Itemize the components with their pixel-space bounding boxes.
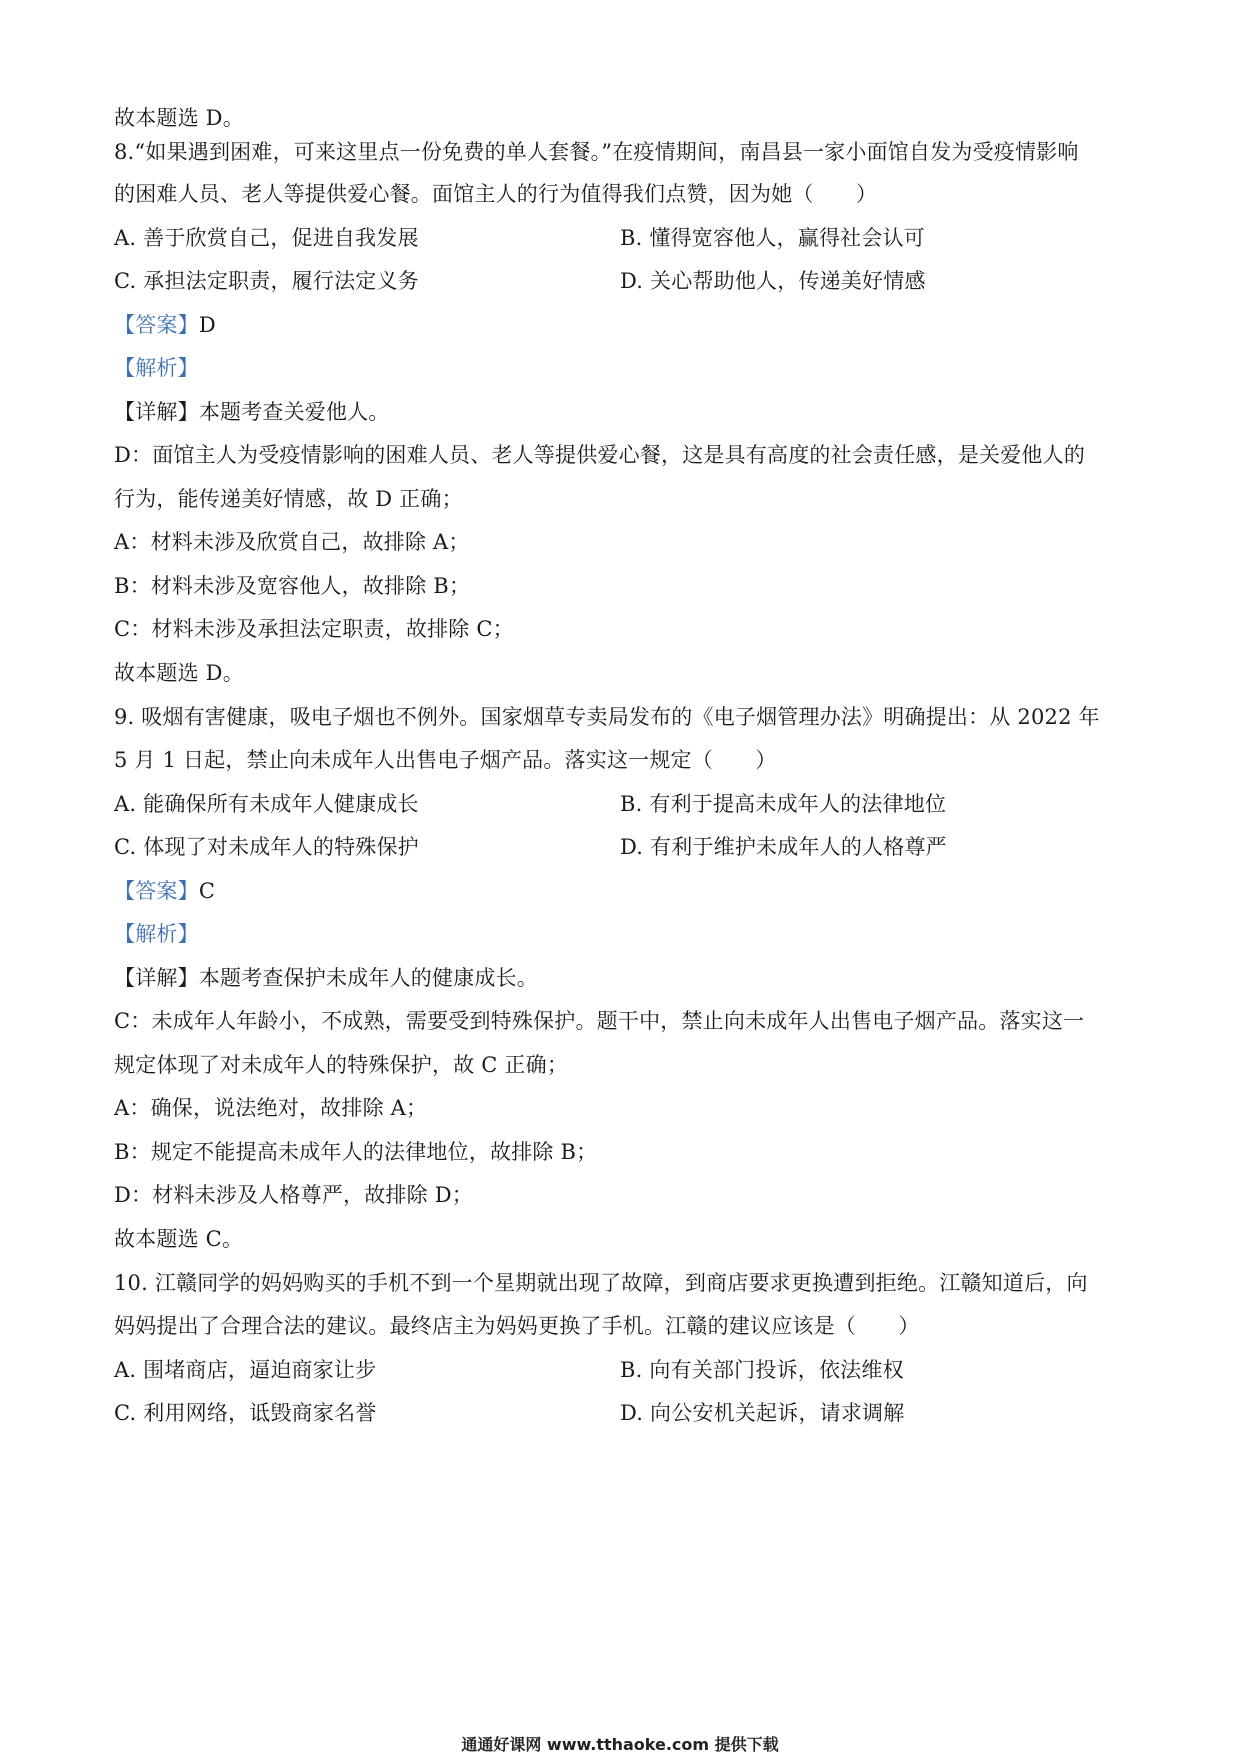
q8-explanation-4: B：材料未涉及宽容他人，故排除 B；: [114, 574, 471, 598]
q8-conclusion: 故本题选 D。: [114, 661, 244, 685]
q8-option-c: C. 承担法定职责，履行法定义务: [114, 269, 419, 293]
q7-conclusion: 故本题选 D。: [114, 106, 244, 130]
q8-detail: [114, 397, 390, 427]
q9-detail: [114, 963, 538, 993]
q9-explanation-5: D：材料未涉及人格尊严，故排除 D；: [114, 1183, 473, 1207]
page-footer: 通通好课网 www.tthaoke.com 提供下载: [461, 1735, 779, 1754]
q9-explanation-3: A：确保，说法绝对，故排除 A；: [114, 1096, 428, 1120]
q8-explanation-1: D：面馆主人为受疫情影响的困难人员、老人等提供爱心餐，这是具有高度的社会责任感，是关爱他人的: [114, 443, 1086, 467]
analysis-tag: 【解析】: [114, 922, 199, 946]
answer-value: D: [198, 313, 216, 337]
q8-option-d: D. 关心帮助他人，传递美好情感: [620, 269, 926, 293]
q10-stem-line-2: 妈妈提出了合理合法的建议。最终店主为妈妈更换了手机。江赣的建议应该是（ ）: [114, 1314, 920, 1338]
answer-value: C: [198, 879, 216, 903]
q9-explanation-1: C：未成年人年龄小，不成熟，需要受到特殊保护。题干中，禁止向未成年人出售电子烟产品。落实这一: [114, 1009, 1085, 1033]
answer-tag: 【答案】: [114, 313, 199, 337]
q10-option-c: C. 利用网络，诋毁商家名誉: [114, 1401, 377, 1425]
q9-stem-line-2: 5 月 1 日起，禁止向未成年人出售电子烟产品。落实这一规定（ ）: [114, 748, 777, 772]
q8-explanation-5: C：材料未涉及承担法定职责，故排除 C；: [114, 617, 514, 641]
q8-stem-line-2: 的困难人员、老人等提供爱心餐。面馆主人的行为值得我们点赞，因为她（ ）: [114, 182, 878, 206]
detail-text: 本题考查保护未成年人的健康成长。: [198, 966, 539, 990]
q8-explanation-2: 行为，能传递美好情感，故 D 正确；: [114, 487, 463, 511]
q8-option-b: B. 懂得宽容他人，赢得社会认可: [620, 226, 925, 250]
q8-analysis-tag: [114, 353, 199, 383]
q9-answer: [114, 876, 215, 906]
q9-explanation-2: 规定体现了对未成年人的特殊保护，故 C 正确；: [114, 1053, 569, 1077]
q8-option-a: A. 善于欣赏自己，促进自我发展: [114, 226, 419, 250]
detail-tag: 【详解】: [114, 400, 199, 424]
q10-option-d: D. 向公安机关起诉，请求调解: [620, 1401, 905, 1425]
q9-option-d: D. 有利于维护未成年人的人格尊严: [620, 835, 947, 859]
detail-text: 本题考查关爱他人。: [198, 400, 390, 424]
q9-conclusion: 故本题选 C。: [114, 1227, 244, 1251]
q9-explanation-4: B：规定不能提高未成年人的法律地位，故排除 B；: [114, 1140, 598, 1164]
q10-option-a: A. 围堵商店，逼迫商家让步: [114, 1358, 377, 1382]
q9-stem-line-1: 9. 吸烟有害健康，吸电子烟也不例外。国家烟草专卖局发布的《电子烟管理办法》明确提出：从 2022 年: [114, 705, 1100, 729]
q9-option-b: B. 有利于提高未成年人的法律地位: [620, 792, 947, 816]
detail-tag: 【详解】: [114, 966, 199, 990]
q9-option-a: A. 能确保所有未成年人健康成长: [114, 792, 419, 816]
analysis-tag: 【解析】: [114, 356, 199, 380]
q10-stem-line-1: 10. 江赣同学的妈妈购买的手机不到一个星期就出现了故障，到商店要求更换遭到拒绝。江赣知道后，向: [114, 1271, 1088, 1295]
q9-option-c: C. 体现了对未成年人的特殊保护: [114, 835, 419, 859]
q9-analysis-tag: [114, 919, 199, 949]
q10-option-b: B. 向有关部门投诉，依法维权: [620, 1358, 904, 1382]
q8-answer: [114, 310, 216, 340]
answer-tag: 【答案】: [114, 879, 199, 903]
q8-explanation-3: A：材料未涉及欣赏自己，故排除 A；: [114, 530, 470, 554]
q8-stem-line-1: 8.“如果遇到困难，可来这里点一份免费的单人套餐。”在疫情期间，南昌县一家小面馆自发为受疫情影响: [114, 140, 1079, 164]
